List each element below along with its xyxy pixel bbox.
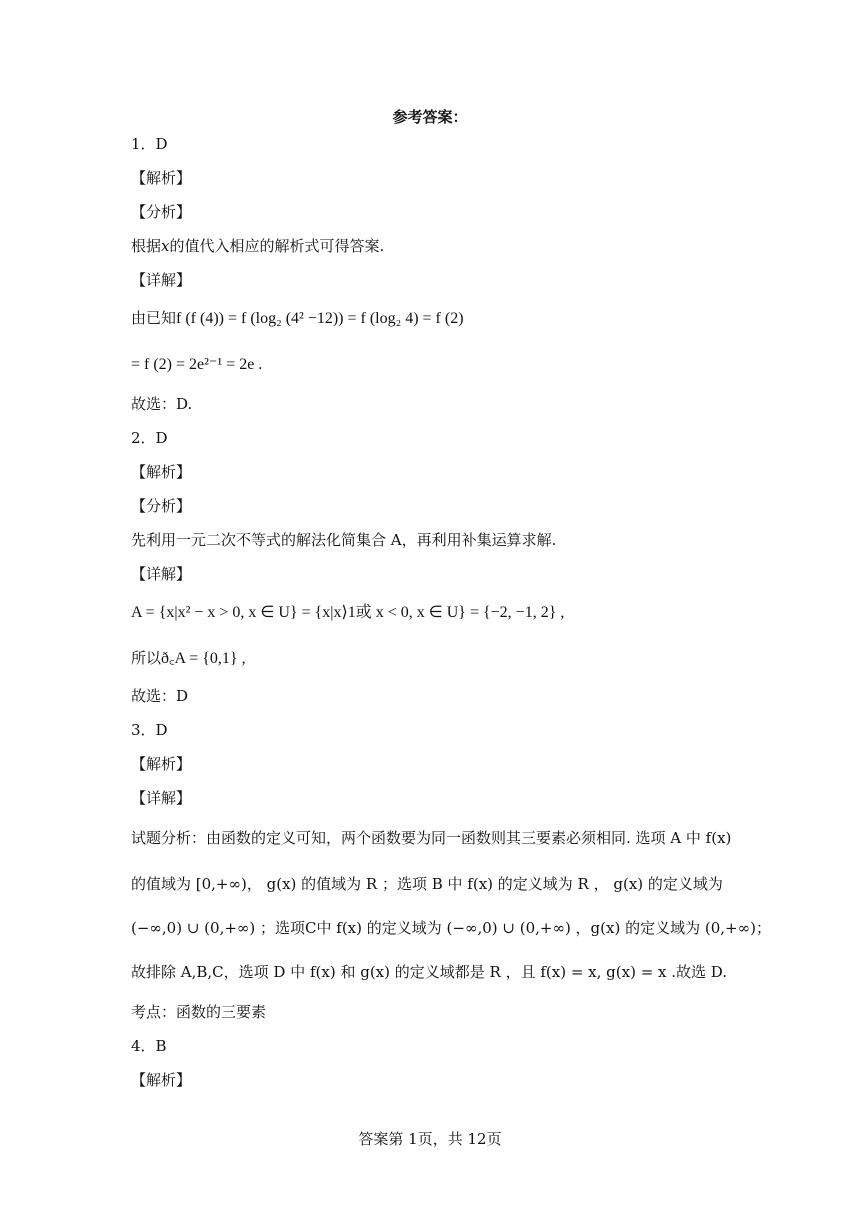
q1-detail-line1 — [131, 308, 464, 329]
q2-tag-fenxi: 【分析】 — [131, 497, 192, 515]
q2-conclusion: 故选：D — [131, 687, 189, 705]
q1-detail-formula2: = f (2) = 2e²⁻¹ = 2e . — [131, 356, 263, 373]
q1-analysis-a: 根据 — [131, 237, 162, 255]
page-title: 参考答案： — [392, 108, 468, 126]
q1-analysis — [131, 236, 384, 256]
q3-kaodian: 考点：函数的三要素 — [131, 1003, 267, 1021]
q2-detail-line1 — [131, 602, 564, 623]
q1-tag-fenxi: 【分析】 — [131, 203, 192, 221]
q1-tag-jiexi: 【解析】 — [131, 169, 192, 187]
q3-tag-jiexi: 【解析】 — [131, 755, 192, 773]
q3-para-2: 的值域为 [0,+∞)， g(x) 的值域为 R ；选项 B 中 f(x) 的定义域为 R ， g(x) 的定义域为 — [131, 875, 723, 893]
page-footer: 答案第 1页，共 12页 — [358, 1130, 502, 1148]
q3-tag-xiangjie: 【详解】 — [131, 789, 192, 807]
q2-detail-prefix: 所以 — [131, 649, 162, 667]
q1-analysis-var: x — [161, 237, 170, 255]
q2-detail-line2 — [131, 648, 246, 669]
q2-answer: 2．D — [131, 429, 168, 447]
q2-analysis: 先利用一元二次不等式的解法化简集合 A，再利用补集运算求解. — [131, 531, 557, 549]
q1-analysis-b: 的值代入相应的解析式可得答案. — [169, 237, 385, 255]
q1-detail-formula1: f (f (4)) = f (log₂ (4² −12)) = f (log₂ 4) = f (2) — [176, 310, 464, 327]
q2-detail-formula2: ð꜀A = {0,1} , — [161, 650, 246, 667]
q3-answer: 3．D — [131, 721, 168, 739]
q3-para-1: 试题分析：由函数的定义可知，两个函数要为同一函数则其三要素必须相同. 选项 A 中 f(x) — [131, 829, 732, 847]
q2-tag-xiangjie: 【详解】 — [131, 565, 192, 583]
q1-conclusion: 故选：D. — [131, 395, 193, 413]
q4-answer: 4．B — [131, 1037, 167, 1055]
q1-detail-line2 — [131, 354, 262, 375]
q1-answer: 1．D — [131, 135, 168, 153]
q2-tag-jiexi: 【解析】 — [131, 463, 192, 481]
q2-detail-formula1: A = {x|x² − x > 0, x ∈ U} = {x|x⟩1或 x < 0, x ∈ U} = {−2, −1, 2} , — [131, 604, 565, 621]
q3-para-3: (−∞,0) ∪ (0,+∞) ；选项C中 f(x) 的定义域为 (−∞,0) ∪ (0,+∞) ，g(x) 的定义域为 (0,+∞)； — [131, 919, 771, 937]
q4-tag-jiexi: 【解析】 — [131, 1071, 192, 1089]
q1-detail-prefix: 由已知 — [131, 309, 177, 327]
q3-para-4: 故排除 A,B,C，选项 D 中 f(x) 和 g(x) 的定义域都是 R ，且 f(x) = x, g(x) = x .故选 D. — [131, 963, 728, 981]
q1-tag-xiangjie: 【详解】 — [131, 271, 192, 289]
